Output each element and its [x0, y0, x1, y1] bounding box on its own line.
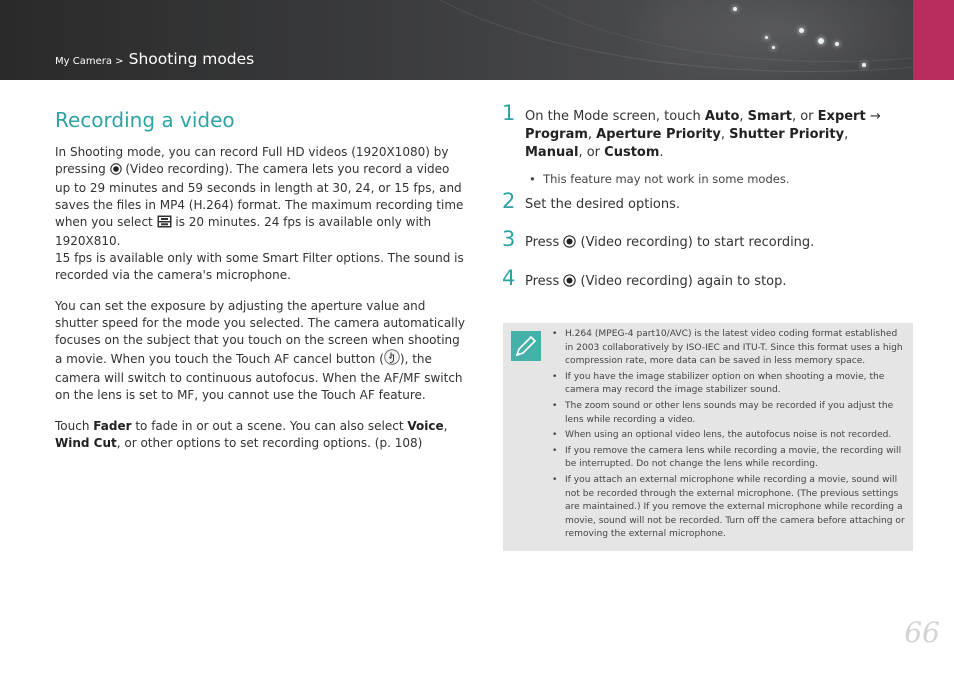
text-run: You can set the exposure by adjusting the aperture value and shutter speed for the mode you selected. The camera automatically focuses on the subject that you touch on the screen when shooting a movie. When you touch the Touch AF cancel button (	[55, 299, 465, 366]
text-run: 15 fps is available only with some Smart Filter options. The sound is recorded via the camera's microphone.	[55, 251, 464, 282]
step-number: 3	[502, 227, 516, 251]
note-item: • If you have the image stabilizer option on when shooting a movie, the camera may record the image stabilizer sound.	[558, 371, 908, 398]
step-text	[525, 234, 900, 254]
text-run: →	[865, 109, 881, 124]
text-run: On the Mode screen, touch	[525, 109, 705, 124]
note-item: • When using an optional video lens, the autofocus noise is not recorded.	[558, 429, 908, 443]
step-1-note: • This feature may not work in some modes.	[529, 172, 790, 186]
step-4	[500, 266, 900, 303]
step-text	[525, 273, 900, 293]
text-run: (Video recording) to start recording.	[576, 235, 815, 250]
note-list	[558, 328, 908, 544]
record-button-icon	[563, 274, 576, 293]
pencil-note-icon	[511, 331, 541, 361]
header-decor-dot	[772, 46, 775, 49]
step-2	[500, 189, 900, 234]
text-run: Press	[525, 274, 564, 289]
text-run: , or	[578, 145, 605, 160]
page-header	[0, 0, 954, 80]
text-run: ,	[720, 127, 730, 142]
header-decor-dot	[799, 28, 804, 33]
step-text	[525, 108, 900, 162]
step-3	[500, 227, 900, 273]
step-1	[500, 101, 900, 196]
fader-paragraph	[55, 418, 467, 452]
aperture-priority-term: Aperture Priority	[596, 127, 721, 142]
text-run: , or	[791, 109, 818, 124]
breadcrumb-parent[interactable]: My Camera >	[55, 56, 124, 67]
text-run: ,	[443, 419, 448, 433]
voice-term: Voice	[407, 419, 444, 433]
touch-af-cancel-icon	[384, 349, 400, 370]
expert-term: Expert	[817, 109, 866, 124]
shutter-priority-term: Shutter Priority	[729, 127, 845, 142]
movie-size-icon	[157, 215, 172, 233]
text-run: ,	[739, 109, 748, 124]
text-run: to fade in or out a scene. You can also select	[131, 419, 408, 433]
record-button-icon	[110, 163, 122, 180]
text-run: is 20 minutes. 24 fps is available only with 1920X810.	[55, 215, 432, 248]
header-decor-dot	[818, 38, 824, 44]
intro-paragraph	[55, 144, 467, 284]
header-decor-dot	[733, 7, 737, 11]
record-button-icon	[563, 235, 576, 254]
program-term: Program	[525, 127, 588, 142]
note-item: • If you attach an external microphone while recording a movie, sound will not be recorded through the external microphone. (The previous settings are maintained.) If you remove the external microphone while recording a movie, sound will not be recorded. Turn off the camera before attaching or removing the external microphone.	[558, 474, 908, 542]
header-decor-dot	[835, 42, 839, 46]
custom-term: Custom	[604, 145, 660, 160]
page-number: 66	[904, 616, 940, 649]
step-text: Set the desired options.	[525, 197, 681, 212]
wind-cut-term: Wind Cut	[55, 436, 117, 450]
text-run: Press	[525, 235, 564, 250]
step-number: 2	[502, 189, 516, 213]
step-list	[500, 101, 900, 303]
note-item: • If you remove the camera lens while recording a movie, the recording will be interrupted. Do not change the lens while recording.	[558, 445, 908, 472]
step-number: 1	[502, 101, 516, 125]
intro-text	[55, 144, 467, 466]
chapter-tab	[913, 0, 954, 80]
auto-term: Auto	[704, 109, 740, 124]
manual-term: Manual	[525, 145, 579, 160]
text-run: In Shooting mode, you can record Full HD videos (1920X1080) by pressing	[55, 145, 449, 176]
text-run: ,	[844, 127, 849, 142]
text-run: This feature may not work in some modes.	[543, 172, 790, 186]
breadcrumb	[55, 49, 254, 68]
note-box	[503, 323, 913, 551]
header-decor-glow	[620, 0, 940, 80]
text-run: ,	[587, 127, 597, 142]
header-decor-dot	[862, 63, 866, 67]
step-number: 4	[502, 266, 516, 290]
note-item: • The zoom sound or other lens sounds may be recorded if you adjust the lens while recording a video.	[558, 400, 908, 427]
text-run: Touch	[55, 419, 94, 433]
text-run: .	[659, 145, 664, 160]
text-run: ), the camera will switch to continuous autofocus. When the AF/MF switch on the lens is set to MF, you cannot use the Touch AF feature.	[55, 352, 463, 402]
page-title: Recording a video	[55, 108, 235, 132]
text-run: (Video recording). The camera lets you record a video up to 29 minutes and 59 seconds in length at 30, 24, or 15 fps, and saves the files in MP4 (H.264) format. The maximum recording time when you select	[55, 162, 464, 229]
header-decor-dot	[765, 36, 768, 39]
fader-term: Fader	[93, 419, 132, 433]
smart-term: Smart	[747, 109, 792, 124]
breadcrumb-current[interactable]: Shooting modes	[128, 50, 255, 68]
text-run: , or other options to set recording options. (p. 108)	[116, 436, 423, 450]
note-item: • H.264 (MPEG-4 part10/AVC) is the latest video coding format established in 2003 collaboratively by ISO-IEC and ITU-T. Since this format uses a high compression rate, more data can be saved in less memory space.	[558, 328, 908, 369]
text-run: (Video recording) again to stop.	[576, 274, 787, 289]
exposure-paragraph	[55, 298, 467, 404]
